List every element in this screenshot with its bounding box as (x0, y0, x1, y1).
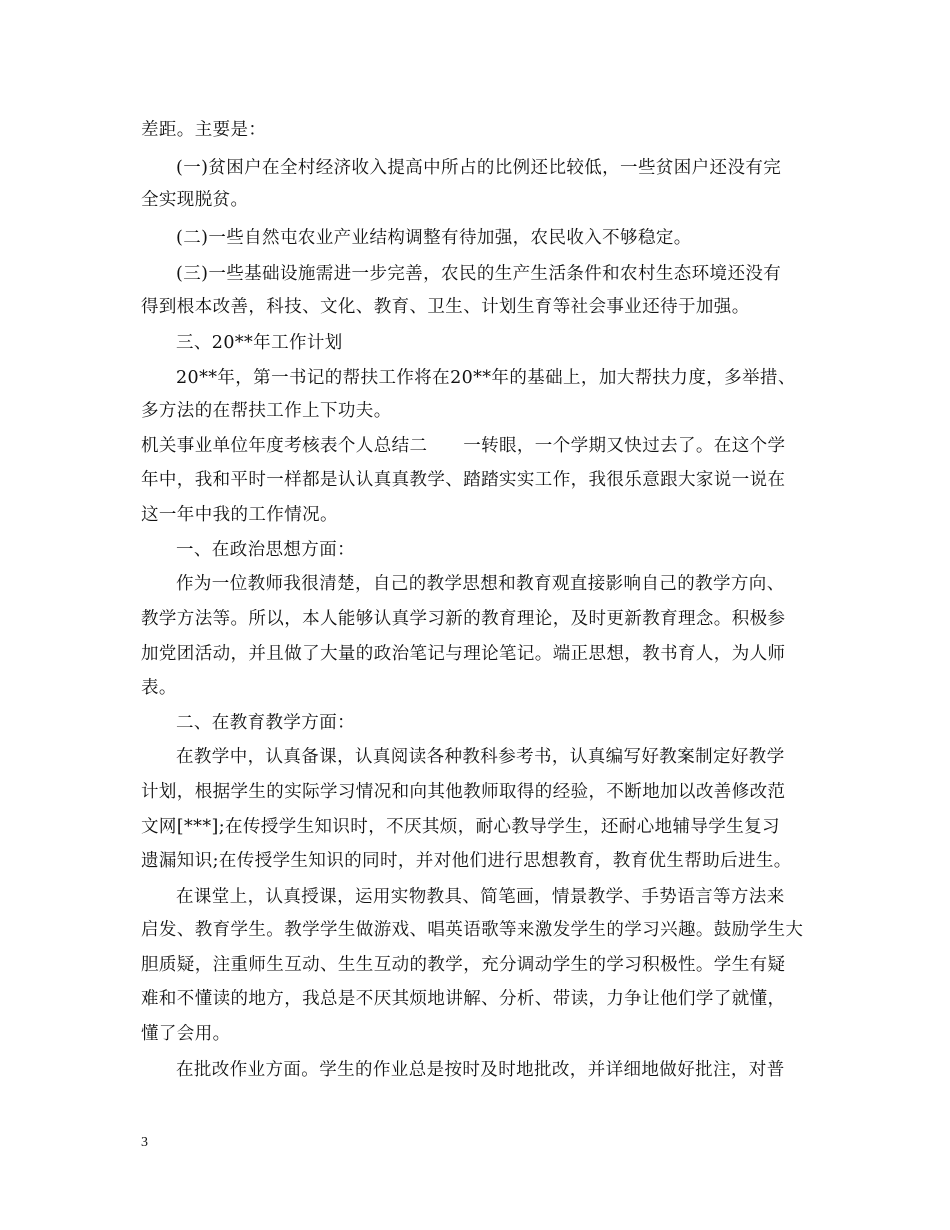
text-line: 作为一位教师我很清楚，自己的教学思想和教育观直接影响自己的教学方向、 (176, 574, 785, 594)
section-heading: 二、在教育教学方面： (176, 713, 355, 733)
text-line: 教学方法等。所以，本人能够认真学习新的教育理论，及时更新教育理念。积极参 (141, 609, 786, 629)
text-line: 文网[***];在传授学生知识时，不厌其烦，耐心教导学生，还耐心地辅导学生复习 (141, 817, 780, 837)
text-line: 机关事业单位年度考核表个人总结二 一转眼，一个学期又快过去了。在这个学 (141, 436, 786, 456)
text-line: (二)一些自然屯农业产业结构调整有待加强，农民收入不够稳定。 (176, 228, 692, 248)
text-line: 启发、教育学生。教学学生做游戏、唱英语歌等来激发学生的学习兴趣。鼓励学生大 (141, 920, 804, 940)
text-line: 20**年，第一书记的帮扶工作将在20**年的基础上，加大帮扶力度，多举措、 (176, 368, 796, 388)
text-line: (一)贫困户在全村经济收入提高中所占的比例还比较低，一些贫困户还没有完 (176, 158, 782, 178)
text-line: 遗漏知识;在传授学生知识的同时，并对他们进行思想教育，教育优生帮助后进生。 (141, 851, 792, 871)
text-line: 差距。主要是： (141, 120, 267, 140)
text-line: 懂了会用。 (141, 1024, 231, 1044)
text-line: 这一年中我的工作情况。 (141, 505, 338, 525)
text-line: 在教学中，认真备课，认真阅读各种教科参考书，认真编写好教案制定好教学 (176, 747, 785, 767)
text-line: 年中，我和平时一样都是认认真真教学、踏踏实实工作，我很乐意跟大家说一说在 (141, 470, 786, 490)
text-line: 得到根本改善，科技、文化、教育、卫生、计划生育等社会事业还待于加强。 (141, 297, 750, 317)
text-line: 胆质疑，注重师生互动、生生互动的教学，充分调动学生的学习积极性。学生有疑 (141, 955, 786, 975)
text-line: 加党团活动，并且做了大量的政治笔记与理论笔记。端正思想，教书育人，为人师 (141, 644, 786, 664)
section-heading: 三、20**年工作计划 (176, 333, 343, 353)
text-line: 多方法的在帮扶工作上下功夫。 (141, 401, 392, 421)
text-line: 全实现脱贫。 (141, 190, 249, 210)
text-line: 在批改作业方面。学生的作业总是按时及时地批改，并详细地做好批注，对普 (176, 1060, 785, 1080)
section-heading: 一、在政治思想方面： (176, 540, 355, 560)
page-number: 3 (141, 1135, 148, 1150)
text-line: (三)一些基础设施需进一步完善，农民的生产生活条件和农村生态环境还没有 (176, 264, 782, 284)
text-line: 表。 (141, 678, 177, 698)
text-line: 在课堂上，认真授课，运用实物教具、简笔画，情景教学、手势语言等方法来 (176, 887, 785, 907)
text-line: 难和不懂读的地方，我总是不厌其烦地讲解、分析、带读，力争让他们学了就懂， (141, 989, 786, 1009)
text-line: 计划，根据学生的实际学习情况和向其他教师取得的经验，不断地加以改善修改范 (141, 782, 786, 802)
